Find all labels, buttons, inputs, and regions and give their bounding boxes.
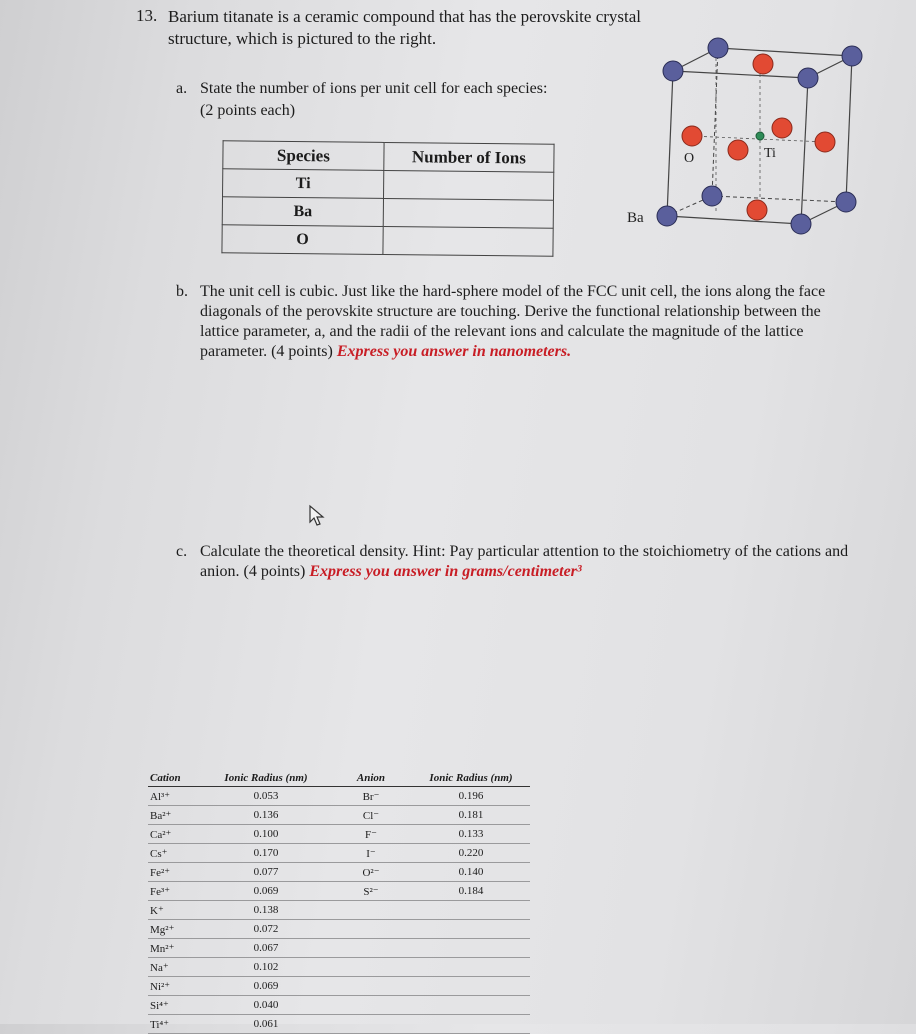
o-sphere (747, 200, 767, 220)
ba-sphere (708, 38, 728, 58)
table-row (148, 939, 530, 958)
ionic-radius-table (148, 772, 530, 1034)
question-number: 13. (136, 6, 158, 25)
cation-cell: Mg²⁺ (150, 923, 175, 936)
cation-radius-cell: 0.067 (253, 942, 279, 954)
table-row (148, 844, 530, 863)
part-c-label: c. (176, 543, 188, 560)
table-row (148, 977, 530, 996)
anion-radius-cell: 0.220 (458, 847, 484, 859)
cation-cell: Si⁴⁺ (150, 999, 169, 1012)
cation-cell: Mn²⁺ (150, 942, 175, 955)
table-row (148, 1015, 530, 1034)
ions-table-header (223, 141, 554, 172)
part-a-label: a. (176, 80, 188, 97)
table-row (148, 958, 530, 977)
anion-cell: F⁻ (365, 828, 377, 841)
part-b-label: b. (176, 283, 188, 300)
table-row (148, 901, 530, 920)
cation-radius-cell: 0.077 (253, 866, 279, 878)
cation-cell: Fe³⁺ (150, 885, 171, 898)
table-row (148, 996, 530, 1015)
cation-radius-cell: 0.100 (253, 828, 279, 840)
cation-cell: Al³⁺ (150, 790, 171, 803)
cation-radius-cell: 0.069 (253, 885, 279, 897)
answer-cell-ti[interactable] (384, 170, 554, 200)
part-c-emphasis: Express you answer in grams/centimeter³ (309, 563, 582, 580)
o-sphere (772, 118, 792, 138)
ba-sphere (663, 61, 683, 81)
cation-cell: K⁺ (150, 904, 164, 917)
cation-radius-cell: 0.061 (253, 1018, 279, 1030)
cation-radius-cell: 0.138 (253, 904, 279, 916)
cation-radius-cell: 0.040 (253, 999, 279, 1011)
cation-radius-cell: 0.102 (253, 961, 279, 973)
cation-radius-cell: 0.069 (253, 980, 279, 992)
cation-radius-header: Ionic Radius (nm) (224, 772, 308, 784)
table-row (223, 169, 554, 200)
part-b-emphasis: Express you answer in nanometers. (336, 343, 572, 360)
cation-radius-cell: 0.170 (253, 847, 279, 859)
cation-cell: Ni²⁺ (150, 980, 171, 993)
anion-radius-cell: 0.196 (458, 790, 484, 802)
cation-cell: Ca²⁺ (150, 828, 172, 841)
anion-radius-header: Ionic Radius (nm) (429, 772, 513, 784)
cation-cell: Ti⁴⁺ (150, 1018, 170, 1031)
cation-cell: Na⁺ (150, 961, 169, 974)
anion-header: Anion (356, 772, 386, 784)
answer-cell-ba[interactable] (383, 198, 553, 228)
part-b-text: The unit cell is cubic. Just like the hard-sphere model of the FCC unit cell, the ions along the face diagonals of the perovskite structure are touching. Derive the functional relationship between the lattice parameter, a, and the radii of the relevant ions and calculate the magnitude of the lattice parameter. (4 points) (200, 283, 826, 360)
anion-cell: S²⁻ (363, 885, 379, 898)
cation-cell: Ba²⁺ (150, 809, 172, 822)
anion-radius-cell: 0.140 (458, 866, 484, 878)
anion-cell: Cl⁻ (362, 809, 380, 822)
table-row (148, 825, 530, 844)
answer-cell-o[interactable] (383, 226, 553, 256)
ba-sphere (836, 192, 856, 212)
anion-cell: I⁻ (366, 847, 376, 860)
question-text: Barium titanate is a ceramic compound that has the perovskite crystal structure, which is pictured to the right. (168, 7, 642, 48)
part-a-points: (2 points each) (200, 102, 296, 119)
cation-cell: Cs⁺ (150, 847, 168, 860)
part-b (176, 282, 846, 362)
species-o: O (222, 225, 383, 255)
anion-radius-cell: 0.184 (458, 885, 484, 897)
table-row (222, 197, 553, 228)
anion-cell: Br⁻ (362, 790, 380, 803)
part-c-text: Calculate the theoretical density. Hint: Pay particular attention to the stoichiometry of the cations and anion. (4 points) (200, 543, 849, 580)
cation-header: Cation (150, 772, 181, 784)
o-sphere (815, 132, 835, 152)
species-ba: Ba (222, 197, 383, 227)
ba-sphere (702, 186, 722, 206)
o-sphere (682, 126, 702, 146)
ti-label: Ti (764, 146, 776, 161)
cation-radius-cell: 0.072 (253, 923, 279, 935)
species-ti: Ti (223, 169, 384, 199)
table-row (222, 225, 553, 256)
mouse-cursor-icon (308, 504, 328, 528)
cation-radius-cell: 0.136 (253, 809, 279, 821)
species-header: Species (223, 141, 384, 171)
part-a (176, 78, 636, 122)
ions-table (221, 140, 554, 256)
ti-sphere (756, 132, 764, 140)
ba-sphere (791, 214, 811, 234)
ba-sphere (842, 46, 862, 66)
table-row (148, 806, 530, 825)
o-sphere (753, 54, 773, 74)
cation-cell: Fe²⁺ (150, 866, 171, 879)
table-row (148, 863, 530, 882)
ba-sphere (657, 206, 677, 226)
table-row (148, 882, 530, 901)
table-row (148, 787, 530, 806)
cation-radius-cell: 0.053 (253, 790, 279, 802)
perovskite-unit-cell-diagram (620, 28, 870, 243)
ba-sphere (798, 68, 818, 88)
part-a-text: State the number of ions per unit cell for each species: (200, 80, 548, 97)
anion-cell: O²⁻ (362, 866, 380, 879)
part-c (176, 542, 856, 582)
anion-radius-cell: 0.133 (458, 828, 484, 840)
table-row (148, 920, 530, 939)
ba-label: Ba (627, 210, 644, 226)
o-sphere (728, 140, 748, 160)
number-of-ions-header: Number of Ions (384, 142, 554, 172)
ionic-radius-header (148, 772, 530, 787)
anion-radius-cell: 0.181 (458, 809, 484, 821)
o-label: O (684, 151, 695, 166)
